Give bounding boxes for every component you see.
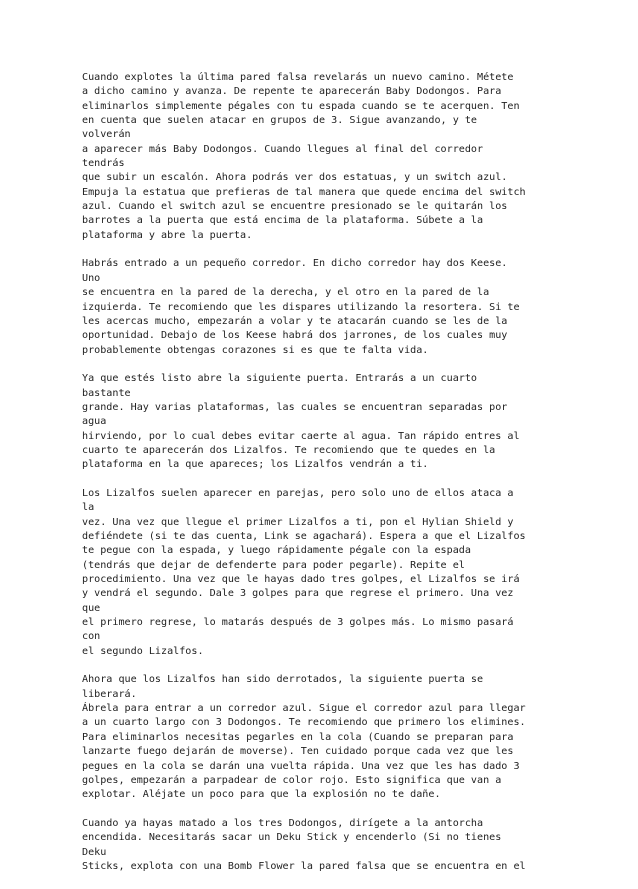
text-line: en cuenta que suelen atacar en grupos de 3. Sigue avanzando, y te bbox=[82, 115, 478, 127]
text-line: Sticks, explota con una Bomb Flower la pared falsa que se encuentra en el bbox=[82, 860, 526, 872]
text-line: agua bbox=[82, 416, 107, 428]
text-line: a dicho camino y avanza. De repente te aparecerán Baby Dodongos. Para bbox=[82, 86, 502, 98]
text-line: defiéndete (si te das cuenta, Link se agachará). Espera a que el Lizalfos bbox=[82, 531, 526, 542]
text-line: a un cuarto largo con 3 Dodongos. Te recomiendo que primero los elimines. bbox=[82, 717, 526, 729]
text-line: el segundo Lizalfos. bbox=[82, 645, 204, 657]
text-line: a aparecer más Baby Dodongos. Cuando llegues al final del corredor bbox=[82, 143, 484, 155]
text-line: barrotes a la puerta que está encima de la plataforma. Súbete a la bbox=[82, 215, 484, 227]
text-line: tendrás bbox=[82, 158, 125, 170]
text-line: cuarto te aparecerán dos Lizalfos. Te recomiendo que te quedes en la bbox=[82, 444, 496, 456]
text-line: golpes, empezarán a parpadear de color rojo. Esto significa que van a bbox=[82, 774, 502, 786]
text-line: Cuando explotes la última pared falsa revelarás un nuevo camino. Métete bbox=[82, 72, 514, 83]
text-line: plataforma en la que apareces; los Lizalfos vendrán a ti. bbox=[82, 459, 429, 471]
text-line: Habrás entrado a un pequeño corredor. En dicho corredor hay dos Keese. bbox=[82, 258, 508, 270]
text-line: liberará. bbox=[82, 688, 137, 700]
text-line: Los Lizalfos suelen aparecer en parejas, pero solo uno de ellos ataca a bbox=[82, 487, 514, 499]
document-body bbox=[82, 71, 562, 889]
text-line: que bbox=[82, 602, 101, 614]
text-line: lanzarte fuego dejarán de moverse). Ten cuidado porque cada vez que les bbox=[82, 746, 514, 758]
paragraph bbox=[82, 257, 562, 357]
text-line: y vendrá el segundo. Dale 3 golpes para que regrese el primero. Una vez bbox=[82, 588, 514, 600]
text-line: vez. Una vez que llegue el primer Lizalfos a ti, pon el Hylian Shield y bbox=[82, 516, 514, 528]
text-line: Ahora que los Lizalfos han sido derrotados, la siguiente puerta se bbox=[82, 674, 484, 686]
text-line: hirviendo, por lo cual debes evitar caerte al agua. Tan rápido entres al bbox=[82, 430, 520, 442]
text-line: el primero regrese, lo matarás después de 3 golpes más. Lo mismo pasará bbox=[82, 617, 514, 629]
paragraph bbox=[82, 673, 562, 802]
paragraph bbox=[82, 372, 562, 472]
text-line: la bbox=[82, 502, 95, 514]
text-line: bastante bbox=[82, 387, 131, 399]
text-line: Ya que estés listo abre la siguiente puerta. Entrarás a un cuarto bbox=[82, 373, 478, 385]
text-line: Ábrela para entrar a un corredor azul. Sigue el corredor azul para llegar bbox=[82, 703, 526, 715]
text-line: les acercas mucho, empezarán a volar y te atacarán cuando se les de la bbox=[82, 315, 508, 327]
text-line: con bbox=[82, 631, 101, 643]
text-line: te pegue con la espada, y luego rápidamente pégale con la espada bbox=[82, 545, 471, 557]
text-line: Uno bbox=[82, 272, 101, 284]
text-line: encendida. Necesitarás sacar un Deku Stick y encenderlo (Si no tienes bbox=[82, 832, 502, 844]
text-line: pegues en la cola se darán una vuelta rápida. Una vez que les has dado 3 bbox=[82, 760, 520, 772]
text-line: explotar. Aléjate un poco para que la explosión no te dañe. bbox=[82, 789, 441, 801]
text-line: procedimiento. Una vez que le hayas dado tres golpes, el Lizalfos se irá bbox=[82, 574, 520, 586]
text-line: se encuentra en la pared de la derecha, y el otro en la pared de la bbox=[82, 287, 490, 299]
text-line: que subir un escalón. Ahora podrás ver dos estatuas, y un switch azul. bbox=[82, 172, 508, 184]
text-line: volverán bbox=[82, 129, 131, 141]
text-line: Cuando ya hayas matado a los tres Dodongos, dirígete a la antorcha bbox=[82, 817, 484, 829]
paragraph bbox=[82, 71, 562, 243]
paragraph bbox=[82, 817, 562, 874]
text-line: azul. Cuando el switch azul se encuentre presionado se le quitarán los bbox=[82, 201, 508, 213]
text-line: Para eliminarlos necesitas pegarles en la cola (Cuando se preparan para bbox=[82, 731, 514, 743]
text-line: eliminarlos simplemente pégales con tu espada cuando se te acerquen. Ten bbox=[82, 100, 520, 112]
text-line: izquierda. Te recomiendo que les dispares utilizando la resortera. Si te bbox=[82, 301, 520, 313]
text-line: (tendrás que dejar de defenderte para poder pegarle). Repite el bbox=[82, 559, 465, 571]
text-line: probablemente obtengas corazones si es que te falta vida. bbox=[82, 344, 429, 356]
text-line: plataforma y abre la puerta. bbox=[82, 229, 253, 241]
text-line: oportunidad. Debajo de los Keese habrá dos jarrones, de los cuales muy bbox=[82, 330, 508, 342]
text-line: Empuja la estatua que prefieras de tal manera que quede encima del switch bbox=[82, 186, 526, 198]
paragraph bbox=[82, 487, 562, 659]
text-line: Deku bbox=[82, 846, 107, 858]
text-line: grande. Hay varias plataformas, las cuales se encuentran separadas por bbox=[82, 401, 508, 413]
